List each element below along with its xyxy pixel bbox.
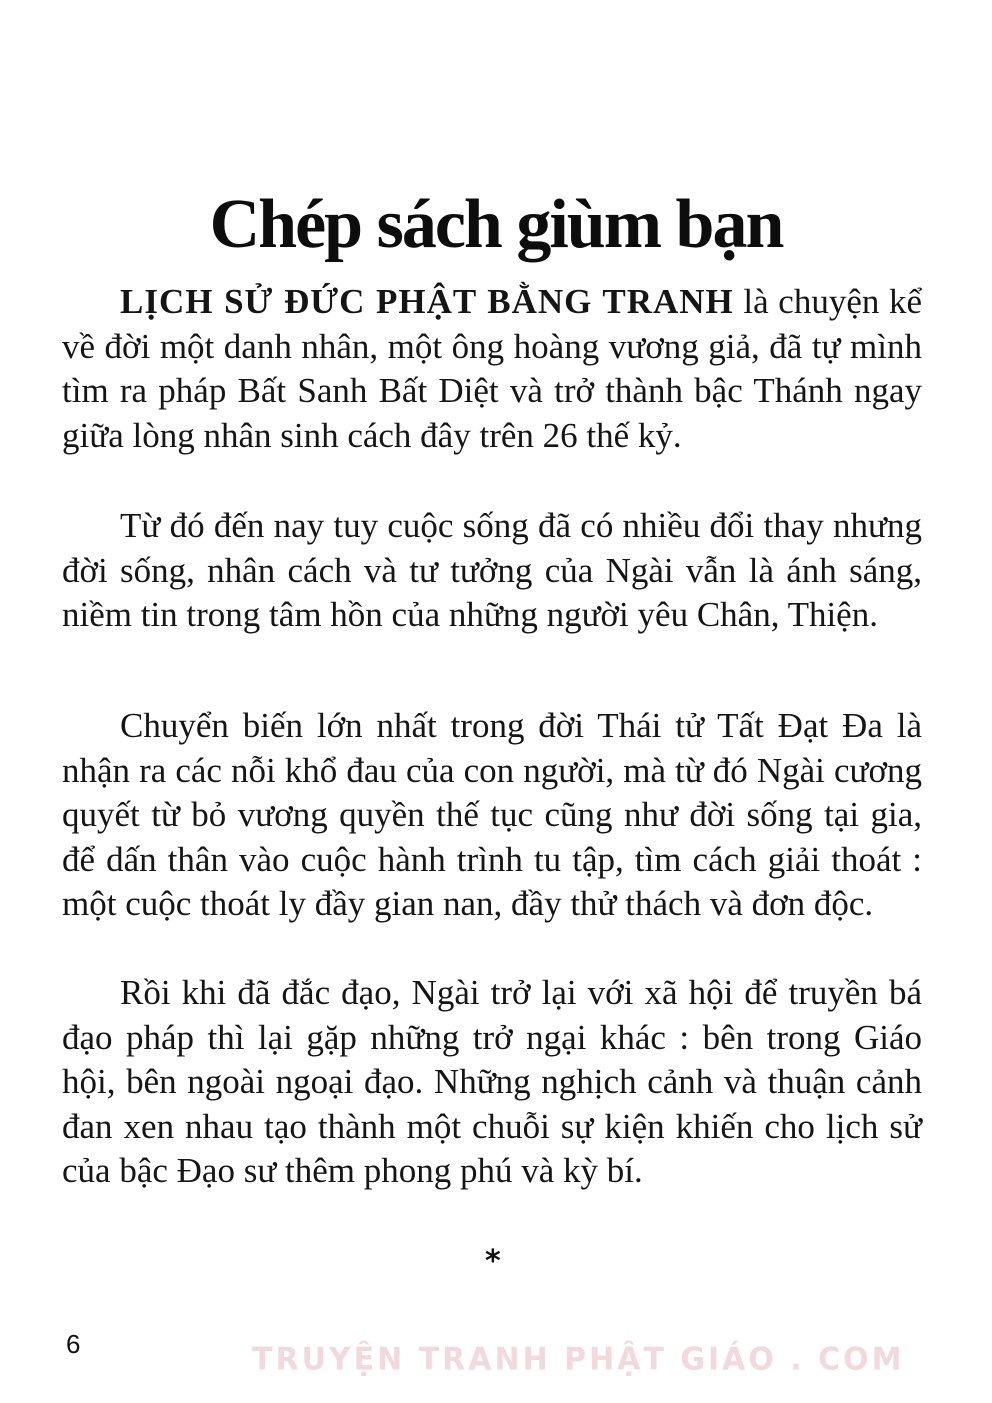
paragraph-4-text: Rồi khi đã đắc đạo, Ngài trở lại với xã hội để truyền bá đạo pháp thì lại gặp những trở ngại khác : bên trong Giáo hội, bên ngoài ngoại đạo. Những nghịch cảnh và thuận cảnh đan xen nhau tạo thành một chuỗi sự kiện khiến cho lịch sử của bậc Đạo sư thêm phong phú và kỳ bí.	[62, 973, 922, 1191]
watermark: TRUYỆN TRANH PHẬT GIÁO . COM	[252, 1341, 905, 1378]
book-title-caps: LỊCH SỬ ĐỨC PHẬT BẰNG TRANH	[120, 282, 734, 321]
paragraph-2-text: Từ đó đến nay tuy cuộc sống đã có nhiều đổi thay nhưng đời sống, nhân cách và tư tưởng của Ngài vẫn là ánh sáng, niềm tin trong tâm hồn của những người yêu Chân, Thiện.	[62, 506, 922, 635]
section-separator-asterisk-icon: *	[485, 1244, 501, 1279]
paragraph-3	[62, 704, 922, 927]
page-number: 6	[66, 1329, 81, 1359]
page-title: Chép sách giùm bạn	[209, 185, 783, 263]
paragraph-3-text: Chuyển biến lớn nhất trong đời Thái tử Tất Đạt Đa là nhận ra các nỗi khổ đau của con người, mà từ đó Ngài cương quyết từ bỏ vương quyền thế tục cũng như đời sống tại gia, để dấn thân vào cuộc hành trình tu tập, tìm cách giải thoát : một cuộc thoát ly đầy gian nan, đầy thử thách và đơn độc.	[62, 706, 922, 924]
paragraph-1	[62, 280, 922, 458]
paragraph-4	[62, 971, 922, 1194]
paragraph-1-text: là chuyện kể về đời một danh nhân, một ông hoàng vương giả, đã tự mình tìm ra pháp Bất Sanh Bất Diệt và trở thành bậc Thánh ngay giữa lòng nhân sinh cách đây trên 26 thế kỷ.	[62, 282, 923, 455]
paragraph-2	[62, 504, 922, 638]
